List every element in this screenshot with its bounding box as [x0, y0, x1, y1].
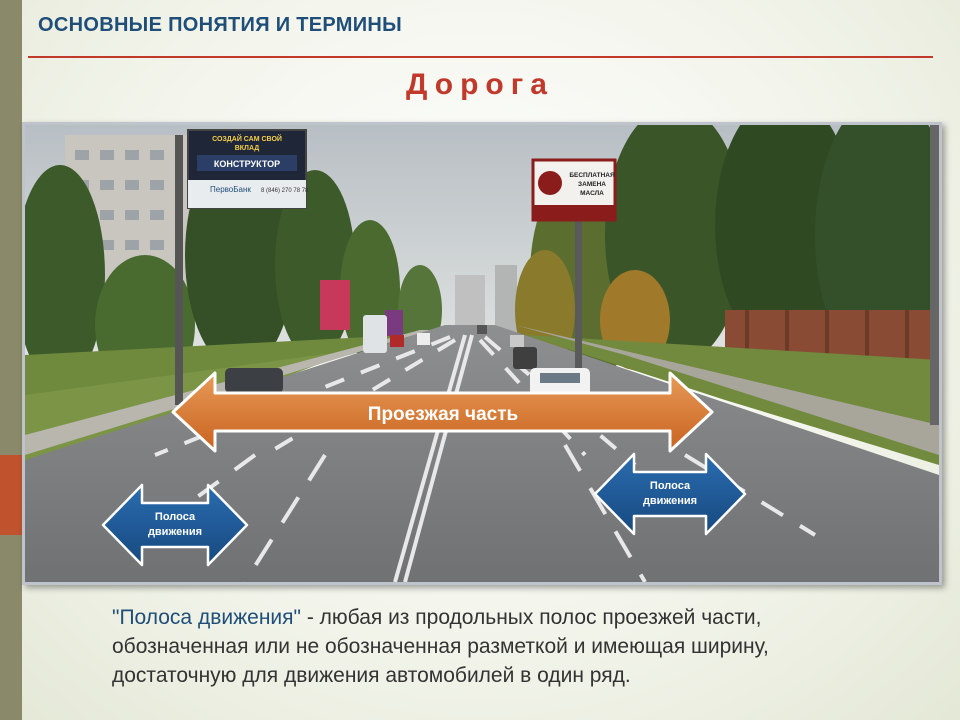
definition-body: - любая из продольных полос проезжей части, обозначенная или не обозначенная разметкой и имеющая ширину, достаточную для движения автомобилей в один ряд.	[112, 606, 769, 687]
lane-right-label-line1: Полоса	[649, 480, 691, 492]
billboard-left-brand: ПервоБанк	[210, 185, 251, 194]
billboard-right-line1: БЕСПЛАТНАЯ	[569, 172, 615, 179]
billboard-left	[188, 130, 309, 208]
left-decor-strip	[0, 0, 22, 720]
header-divider	[28, 56, 933, 58]
billboard-left-phone: 8 (846) 270 78 78	[261, 188, 309, 194]
lane-left-label-line1: Полоса	[154, 511, 196, 523]
lane-left-label-line2: движения	[147, 526, 203, 538]
header-title: ОСНОВНЫЕ ПОНЯТИЯ И ТЕРМИНЫ	[38, 14, 403, 36]
left-accent-block	[0, 455, 22, 535]
arrow-roadway-label: Проезжая часть	[367, 404, 519, 425]
lane-right-label-line2: движения	[642, 495, 698, 507]
billboard-right-line3: МАСЛА	[580, 190, 604, 197]
slide-title: Дорога	[406, 68, 554, 101]
billboard-left-line2: ВКЛАД	[234, 145, 260, 152]
road-photo	[22, 122, 942, 585]
definition-term: "Полоса движения"	[112, 606, 301, 629]
billboard-left-line3: КОНСТРУКТОР	[213, 159, 281, 169]
billboard-right-line2: ЗАМЕНА	[578, 181, 606, 188]
billboard-left-line1: СОЗДАЙ САМ СВОЙ	[212, 136, 282, 143]
billboard-right	[533, 160, 615, 220]
definition-text	[112, 603, 852, 690]
